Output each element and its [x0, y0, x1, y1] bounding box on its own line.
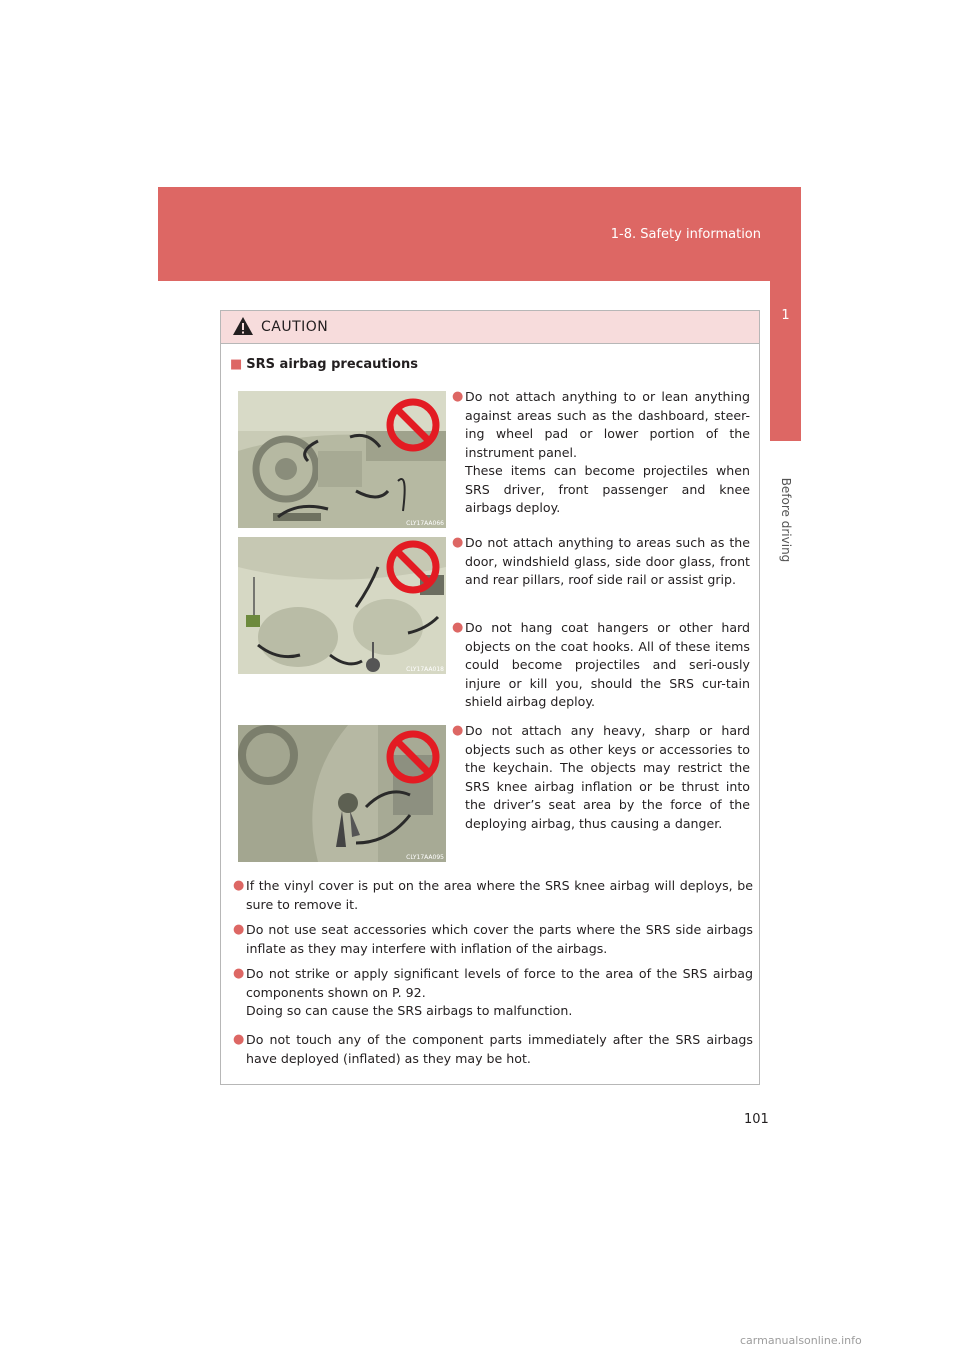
- caution-item: ● Do not hang coat hangers or other hard objects on the coat hooks. All of these items could become projectiles and seri-ously injure or kill you, should the SRS cur-tain shield airbag deploy.: [452, 620, 750, 709]
- bullet-icon: ●: [452, 620, 464, 635]
- illustration-dashboard: [238, 391, 446, 528]
- watermark: carmanualsonline.info: [740, 1334, 862, 1347]
- caution-item: ● Do not use seat accessories which cover the parts where the SRS side airbags inflate as they may interfere with inflation of the airbags.: [233, 922, 753, 956]
- caution-item: ● Do not touch any of the component parts immediately after the SRS airbags have deployed (inflated) as they may be hot.: [233, 1032, 753, 1066]
- caution-item: ● Do not attach any heavy, sharp or hard objects such as other keys or accessories to the keychain. The objects may restrict the SRS knee airbag inflation or be thrust into the driver’s seat area by the force of the deploying airbag, thus causing a danger.: [452, 723, 750, 831]
- chapter-label-container: [770, 450, 801, 590]
- caution-header: [221, 311, 759, 344]
- illustration-roof: [238, 537, 446, 674]
- chapter-tab: [770, 281, 801, 441]
- bullet-icon: ●: [233, 966, 245, 981]
- page-number: 101: [744, 1112, 769, 1127]
- header-bar: [158, 187, 801, 281]
- bullet-icon: ●: [452, 535, 464, 550]
- bullet-icon: ●: [233, 878, 245, 893]
- bullet-icon: ●: [452, 723, 464, 738]
- chapter-label: Before driving: [778, 477, 793, 563]
- illustration-code: CLY17AA066: [406, 520, 444, 527]
- chapter-number: 1: [781, 308, 790, 323]
- section-title: 1-8. Safety information: [610, 227, 761, 242]
- caution-box: [220, 310, 760, 1085]
- bullet-icon: ●: [233, 922, 245, 937]
- warning-triangle-icon: [232, 316, 254, 336]
- illustration-code: CLY17AA018: [406, 666, 444, 673]
- caution-item: ● Do not attach anything to or lean anything against areas such as the dashboard, steer-ing wheel pad or lower portion of the instrument panel. These items can become projectiles when SRS driver, front passenger and knee airbags deploy.: [452, 389, 750, 515]
- caution-title: CAUTION: [261, 319, 329, 335]
- illustration-code: CLY17AA095: [406, 854, 444, 861]
- section-heading: ■ SRS airbag precautions: [230, 357, 418, 372]
- bullet-icon: ●: [233, 1032, 245, 1047]
- square-bullet-icon: ■: [230, 357, 243, 372]
- bullet-icon: ●: [452, 389, 464, 404]
- illustration-keychain: [238, 725, 446, 862]
- caution-item: ● Do not strike or apply significant levels of force to the area of the SRS airbag components shown on P. 92. Doing so can cause the SRS airbags to malfunction.: [233, 966, 753, 1018]
- caution-item: ● If the vinyl cover is put on the area where the SRS knee airbag will deploys, be sure to remove it.: [233, 878, 753, 912]
- caution-item: ● Do not attach anything to areas such as the door, windshield glass, side door glass, front and rear pillars, roof side rail or assist grip.: [452, 535, 750, 587]
